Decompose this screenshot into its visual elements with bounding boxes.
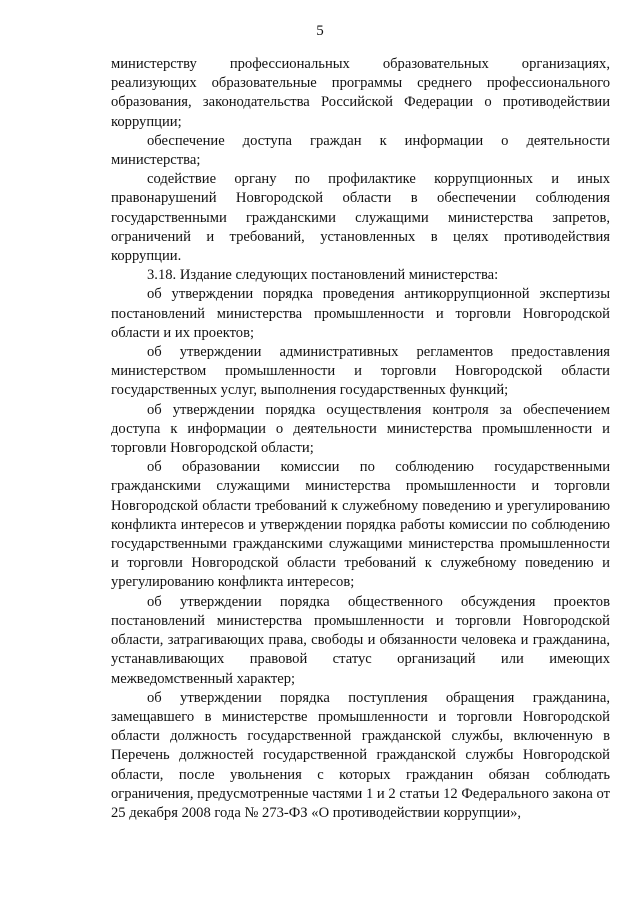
paragraph: содействие органу по профилактике коррупционных и иных правонарушений Новгородской области в обеспечении соблюдения государственными гражданскими служащими министерства запретов, ограничений и требований, установленных в целях противодействия коррупции. [111, 171, 610, 265]
paragraph: об образовании комиссии по соблюдению государственными гражданскими служащими министерства промышленности и торговли Новгородской области требований к служебному поведению и урегулированию конфликта интересов и утверждении порядка работы комиссии по соблюдению государственными гражданскими служащими министерства промышленности и торговли Новгородской области требований к служебному поведению и урегулированию конфликта интересов; [111, 459, 610, 591]
paragraph: об утверждении порядка проведения антикоррупционной экспертизы постановлений министерства промышленности и торговли Новгородской области и их проектов; [111, 286, 610, 341]
document-body [111, 55, 610, 823]
paragraph: об утверждении порядка осуществления контроля за обеспечением доступа к информации о деятельности министерства промышленности и торговли Новгородской области; [111, 401, 610, 457]
paragraph: обеспечение доступа граждан к информации о деятельности министерства; [111, 132, 610, 169]
paragraph: министерству профессиональных образовательных организациях, реализующих образовательные программы среднего профессионального образования, законодательства Российской Федерации о противодействии коррупции; [111, 56, 610, 130]
paragraph: об утверждении порядка поступления обращения гражданина, замещавшего в министерстве промышленности и торговли Новгородской области должность государственной гражданской службы, включенную в Перечень должностей государственной гражданской службы Новгородской области, после увольнения с которых гражданин обязан соблюдать ограничения, предусмотренные частями 1 и 2 статьи 12 Федерального закона от 25 декабря 2008 года № 273-ФЗ «О противодействии коррупции», [111, 689, 610, 821]
paragraph: об утверждении порядка общественного обсуждения проектов постановлений министерства промышленности и торговли Новгородской области, затрагивающих права, свободы и обязанности человека и гражданина, устанавливающих правовой статус организаций или имеющих межведомственный характер; [111, 593, 610, 687]
section-heading: 3.18. Издание следующих постановлений министерства: [147, 267, 499, 284]
paragraph: об утверждении административных регламентов предоставления министерством промышленности и торговли Новгородской области государственных услуг, выполнения государственных функций; [111, 344, 610, 399]
page-number: 5 [316, 23, 324, 39]
